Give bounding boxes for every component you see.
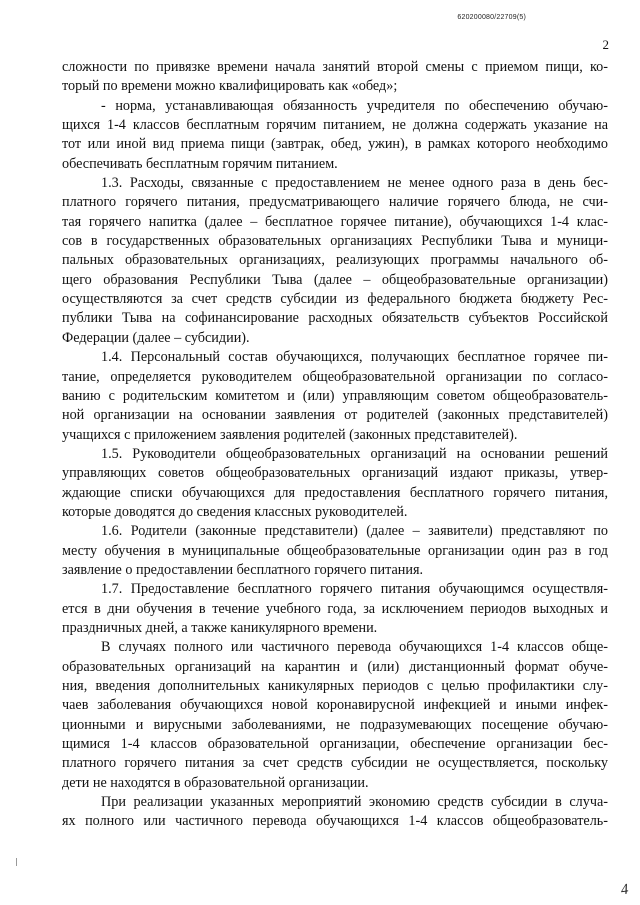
text-line: 1.6. Родители (законные представители) (далее – заявители) представляют по	[101, 523, 608, 540]
text-line: осуществляются за счет средств субсидии из федерального бюджета бюджету Рес-	[62, 291, 608, 308]
text-line: ной организации на основании заявления от родителей (законных представителей)	[62, 407, 608, 424]
text-line: ванию с родительским комитетом и (или) управляющим советом общеобразователь-	[62, 387, 608, 404]
text-line: сложности по привязке времени начала занятий второй смены с приемом пищи, ко-	[62, 59, 608, 75]
text-line: праздничных дней, а также каникулярного времени.	[62, 619, 378, 636]
text-line: торый по времени можно квалифицировать как «обед»;	[62, 78, 398, 95]
text-line: тая горячего напитка (далее – бесплатное горячее питание), обучающихся 1-4 клас-	[62, 213, 608, 230]
text-line: пальных образовательных организациях, реализующих программы начального об-	[62, 252, 608, 269]
text-line: управляющих советов общеобразовательных организаций издают приказы, утвер-	[62, 465, 608, 482]
text-line: ется в дни обучения в течение учебного года, за исключением периодов выходных и	[62, 600, 608, 617]
document-body	[62, 58, 608, 832]
text-line: 1.5. Руководители общеобразовательных организаций на основании решений	[101, 445, 608, 462]
text-line: платного горячего питания, предусматривающего наличие горячего блюда, не счи-	[62, 194, 608, 211]
text-line: 1.4. Персональный состав обучающихся, получающих бесплатное горячее пи-	[101, 349, 608, 366]
text-line: В случаях полного или частичного перевода обучающихся 1-4 классов обще-	[101, 639, 608, 656]
text-line: ях полного или частичного перевода обучающихся 1-4 классов общеобразователь-	[62, 813, 608, 830]
text-line: щимися 1-4 классов образовательной организации, обеспечение организации бес-	[62, 736, 608, 753]
text-line: ционными и вирусными заболеваниями, не подразумевающих посещение обучаю-	[62, 716, 608, 733]
text-line: которые доводятся до сведения классных руководителей.	[62, 503, 408, 520]
text-line: 1.3. Расходы, связанные с предоставлением не менее одного раза в день бес-	[101, 175, 608, 192]
text-line: щихся 1-4 классов бесплатным горячим питанием, не должна содержать указание на	[62, 117, 608, 134]
text-line: заявление о предоставлении бесплатного горячего питания.	[62, 561, 424, 578]
text-line: сов в государственных образовательных организациях Республики Тыва и муници-	[62, 233, 608, 250]
text-line: дети не находятся в образовательной организации.	[62, 774, 369, 791]
text-line: образовательных организаций на карантин и (или) дистанционный формат обуче-	[62, 658, 608, 675]
handwritten-page-mark: 4	[619, 881, 630, 899]
document-registration-number: 620200080/22709(5)	[457, 14, 526, 21]
text-line: обеспечивать бесплатным горячим питанием.	[62, 155, 338, 172]
text-line: 1.7. Предоставление бесплатного горячего питания обучающимся осуществля-	[101, 581, 608, 598]
text-line: ждающие списки обучающихся для предоставления бесплатного горячего питания,	[62, 484, 608, 501]
text-line: платного горячего питания за счет средств субсидии не осуществляется, поскольку	[62, 755, 608, 772]
text-line: ния, введения дополнительных каникулярных периодов с целью профилактики слу-	[62, 678, 608, 694]
text-line: чаев заболевания обучающихся новой коронавирусной инфекцией и иными инфек-	[62, 697, 608, 714]
text-line: месту обучения в муниципальные общеобразовательные организации один раз в год	[62, 542, 608, 559]
text-line: учащихся с приложением заявления родителей (законных представителей).	[62, 426, 518, 443]
text-line: тание, определяется руководителем общеобразовательной организации по согласо-	[62, 368, 608, 385]
text-line: Федерации (далее – субсидии).	[62, 329, 250, 346]
page-number: 2	[602, 37, 609, 52]
margin-tick	[16, 858, 17, 866]
text-line: тот или иной вид приема пищи (завтрак, обед, ужин), в рамках которого необходимо	[62, 136, 608, 153]
text-line: - норма, устанавливающая обязанность учредителя по обеспечению обучаю-	[101, 97, 608, 114]
text-line: щего образования Республики Тыва (далее – общеобразовательные организации)	[62, 271, 608, 288]
text-line: При реализации указанных мероприятий экономию средств субсидии в случа-	[101, 794, 608, 811]
text-line: публики Тыва на софинансирование расходных обязательств субъектов Российской	[62, 310, 608, 327]
